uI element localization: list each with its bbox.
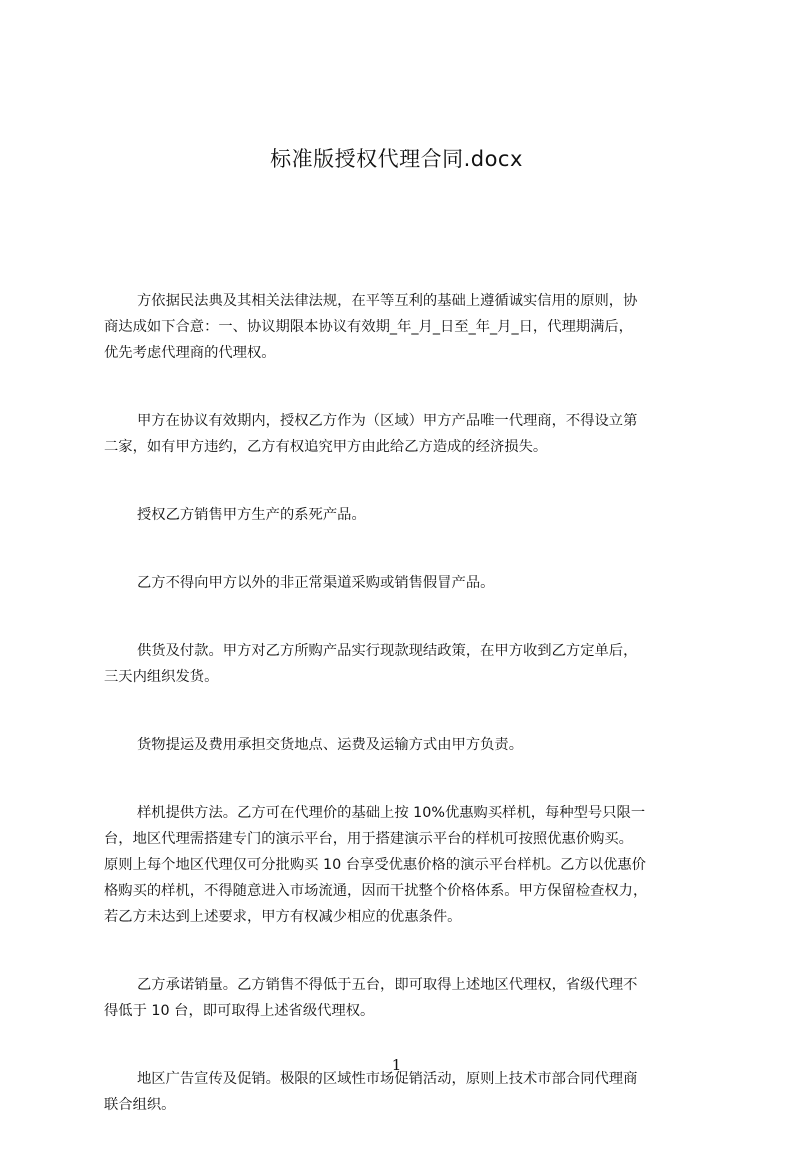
paragraph-5 bbox=[104, 638, 700, 690]
paragraph-line: 货物提运及费用承担交货地点、运费及运输方式由甲方负责。 bbox=[137, 737, 524, 753]
paragraph-line: 地区广告宣传及促销。极限的区域性市场促销活动，原则上技术市部合同代理商 bbox=[137, 1071, 638, 1087]
document-body bbox=[104, 288, 700, 1160]
page-number: 1 bbox=[391, 1056, 402, 1074]
paragraph-3 bbox=[104, 502, 700, 528]
paragraph-line: 原则上每个地区代理仅可分批购买 10 台享受优惠价格的演示平台样机。乙方以优惠价 bbox=[104, 857, 646, 873]
paragraph-line: 优先考虑代理商的代理权。 bbox=[104, 345, 276, 361]
paragraph-line: 格购买的样机，不得随意进入市场流通，因而干扰整个价格体系。甲方保留检查权力， bbox=[104, 883, 648, 899]
paragraph-line: 方依据民法典及其相关法律法规，在平等互利的基础上遵循诚实信用的原则，协 bbox=[137, 293, 638, 309]
paragraph-8 bbox=[104, 972, 700, 1024]
paragraph-line: 若乙方未达到上述要求，甲方有权减少相应的优惠条件。 bbox=[104, 909, 462, 925]
paragraph-line: 联合组织。 bbox=[104, 1097, 176, 1113]
paragraph-line: 乙方不得向甲方以外的非正常渠道采购或销售假冒产品。 bbox=[137, 575, 495, 591]
paragraph-6 bbox=[104, 732, 700, 758]
paragraph-4 bbox=[104, 570, 700, 596]
paragraph-line: 甲方在协议有效期内，授权乙方作为（区域）甲方产品唯一代理商，不得设立第 bbox=[137, 413, 638, 429]
paragraph-line: 商达成如下合意：一、协议期限本协议有效期_年_月_日至_年_月_日，代理期满后， bbox=[104, 319, 633, 335]
paragraph-line: 三天内组织发货。 bbox=[104, 669, 219, 685]
paragraph-line: 授权乙方销售甲方生产的系死产品。 bbox=[137, 507, 366, 523]
paragraph-line: 得低于 10 台，即可取得上述省级代理权。 bbox=[104, 1003, 375, 1019]
paragraph-line: 二家，如有甲方违约，乙方有权追究甲方由此给乙方造成的经济损失。 bbox=[104, 439, 548, 455]
document-title: 标准版授权代理合同.docx bbox=[270, 147, 523, 171]
paragraph-line: 台，地区代理需搭建专门的演示平台，用于搭建演示平台的样机可按照优惠价购买。 bbox=[104, 831, 633, 847]
paragraph-line: 乙方承诺销量。乙方销售不得低于五台，即可取得上述地区代理权，省级代理不 bbox=[137, 977, 638, 993]
paragraph-line: 供货及付款。甲方对乙方所购产品实行现款现结政策，在甲方收到乙方定单后， bbox=[137, 643, 638, 659]
paragraph-1 bbox=[104, 288, 700, 366]
paragraph-2 bbox=[104, 408, 700, 460]
paragraph-7 bbox=[104, 800, 700, 930]
paragraph-line: 样机提供方法。乙方可在代理价的基础上按 10%优惠购买样机，每种型号只限一 bbox=[137, 805, 646, 821]
